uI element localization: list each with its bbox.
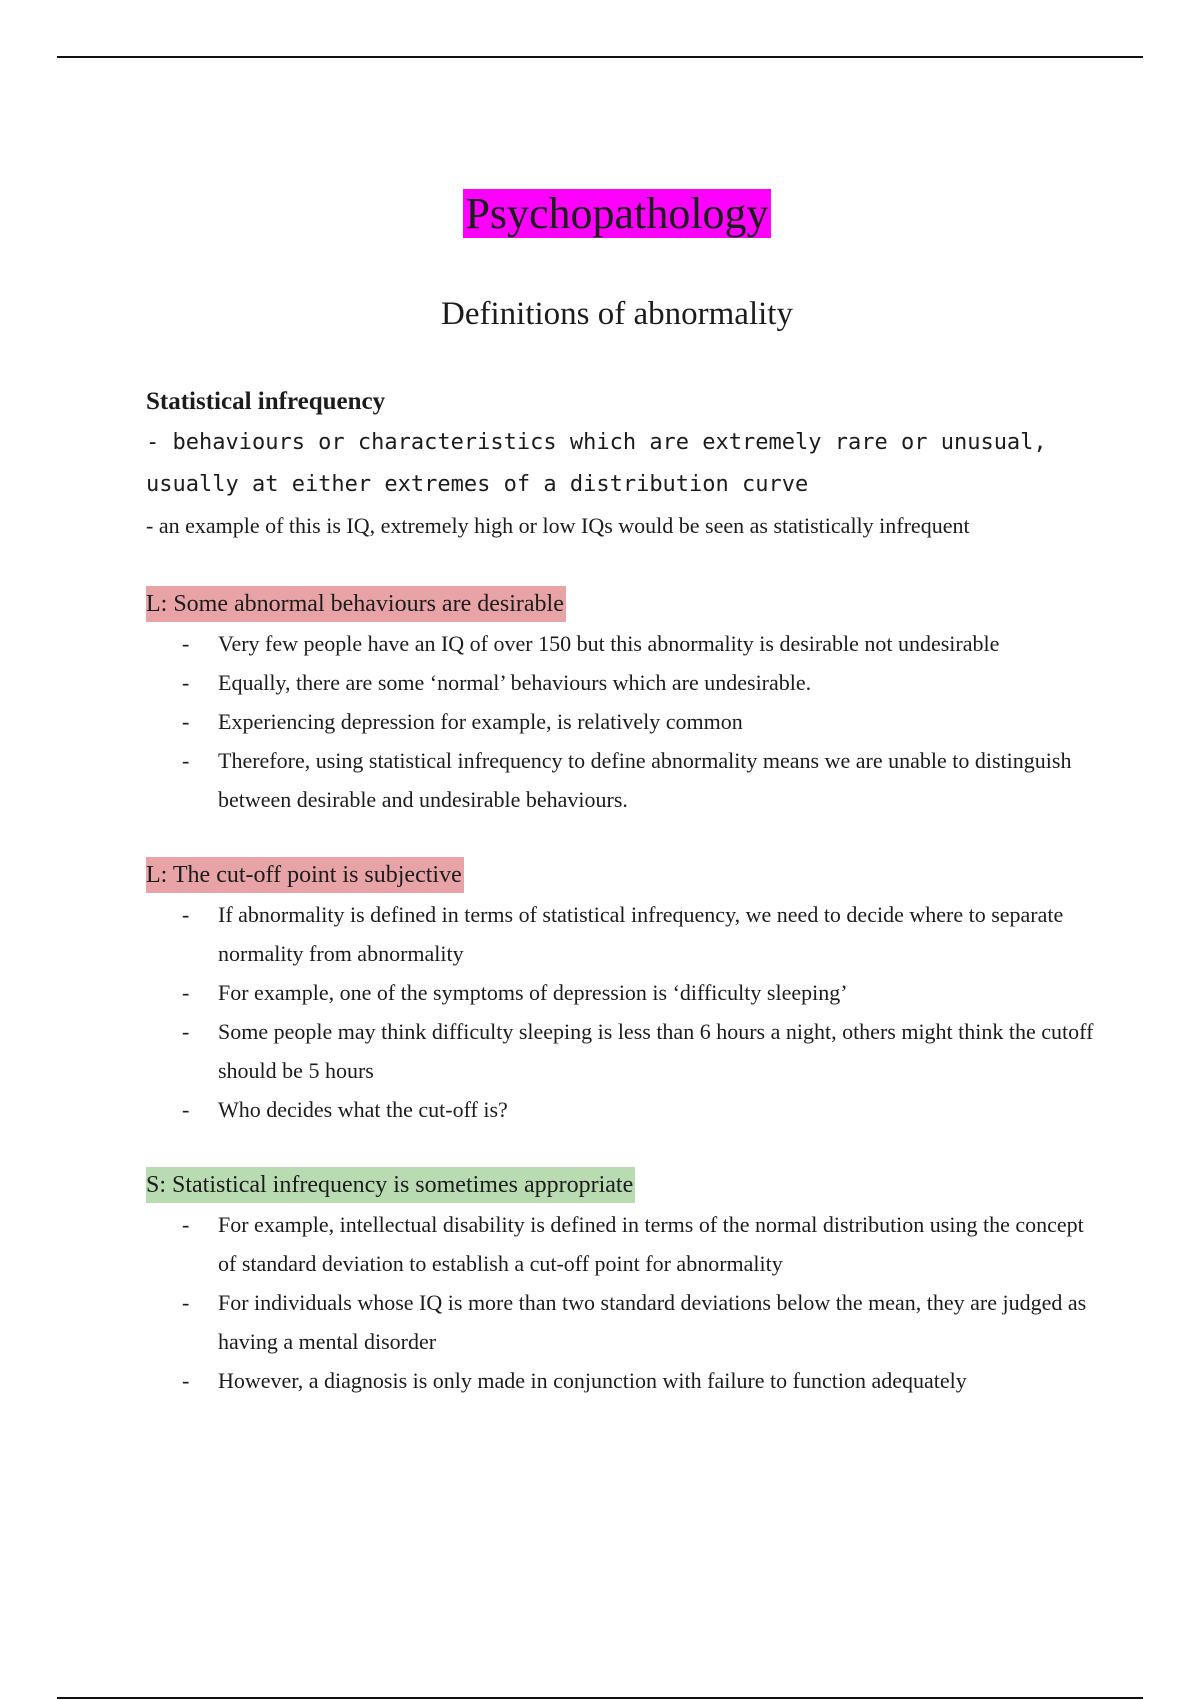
bullet-dash: - <box>182 1290 190 1315</box>
bullet-list <box>146 895 1106 1129</box>
bullet-dash: - <box>182 709 190 734</box>
bullet-text: Who decides what the cut-off is? <box>218 1097 508 1122</box>
list-item <box>146 895 1106 973</box>
document-body <box>146 382 1106 1400</box>
list-item <box>146 741 1106 819</box>
bullet-dash: - <box>182 902 190 927</box>
point-block-1 <box>146 586 1106 819</box>
bullet-list <box>146 1205 1106 1400</box>
point-block-2 <box>146 857 1106 1129</box>
bullet-dash: - <box>182 980 190 1005</box>
bullet-text: For individuals whose IQ is more than two standard deviations below the mean, they are judged as having a mental disorder <box>218 1290 1087 1354</box>
strength-heading: S: Statistical infrequency is sometimes appropriate <box>146 1167 635 1203</box>
limitation-heading: L: The cut-off point is subjective <box>146 857 464 893</box>
list-item <box>146 1361 1106 1400</box>
bullet-text: Some people may think difficulty sleeping is less than 6 hours a night, others might think the cutoff should be 5 hours <box>218 1019 1094 1083</box>
list-item <box>146 1012 1106 1090</box>
list-item <box>146 702 1106 741</box>
list-item <box>146 973 1106 1012</box>
bullet-text: For example, intellectual disability is defined in terms of the normal distribution using the concept of standard deviation to establish a cut-off point for abnormality <box>218 1212 1084 1276</box>
top-rule <box>57 56 1143 58</box>
list-item <box>146 1283 1106 1361</box>
bullet-list <box>146 624 1106 819</box>
bullet-text: Equally, there are some ‘normal’ behaviours which are undesirable. <box>218 670 812 695</box>
bullet-dash: - <box>182 631 190 656</box>
bullet-text: Experiencing depression for example, is relatively common <box>218 709 743 734</box>
bottom-rule <box>57 1697 1143 1699</box>
bullet-text: For example, one of the symptoms of depression is ‘difficulty sleeping’ <box>218 980 848 1005</box>
limitation-heading: L: Some abnormal behaviours are desirable <box>146 586 566 622</box>
list-item <box>146 624 1106 663</box>
section-heading: Statistical infrequency <box>146 388 386 415</box>
bullet-text: Therefore, using statistical infrequency to define abnormality means we are unable to distinguish between desirable and undesirable behaviours. <box>218 748 1072 812</box>
bullet-dash: - <box>182 1097 190 1122</box>
bullet-dash: - <box>182 670 190 695</box>
point-block-3 <box>146 1167 1106 1400</box>
definition-text: - behaviours or characteristics which are extremely rare or unusual, usually at either extremes of a distribution curve <box>146 430 1060 497</box>
bullet-text: However, a diagnosis is only made in conjunction with failure to function adequately <box>218 1368 967 1393</box>
bullet-dash: - <box>182 1368 190 1393</box>
page-title-container <box>0 186 1200 242</box>
list-item <box>146 1205 1106 1283</box>
example-text: - an example of this is IQ, extremely high or low IQs would be seen as statistically infrequent <box>146 513 970 538</box>
bullet-text: If abnormality is defined in terms of statistical infrequency, we need to decide where to separate normality from abnormality <box>218 902 1064 966</box>
bullet-dash: - <box>182 1019 190 1044</box>
page-subtitle: Definitions of abnormality <box>441 296 793 332</box>
bullet-dash: - <box>182 1212 190 1237</box>
page-title: Psychopathology <box>465 189 769 238</box>
list-item <box>146 1090 1106 1129</box>
bullet-dash: - <box>182 748 190 773</box>
bullet-text: Very few people have an IQ of over 150 but this abnormality is desirable not undesirable <box>218 631 1000 656</box>
list-item <box>146 663 1106 702</box>
